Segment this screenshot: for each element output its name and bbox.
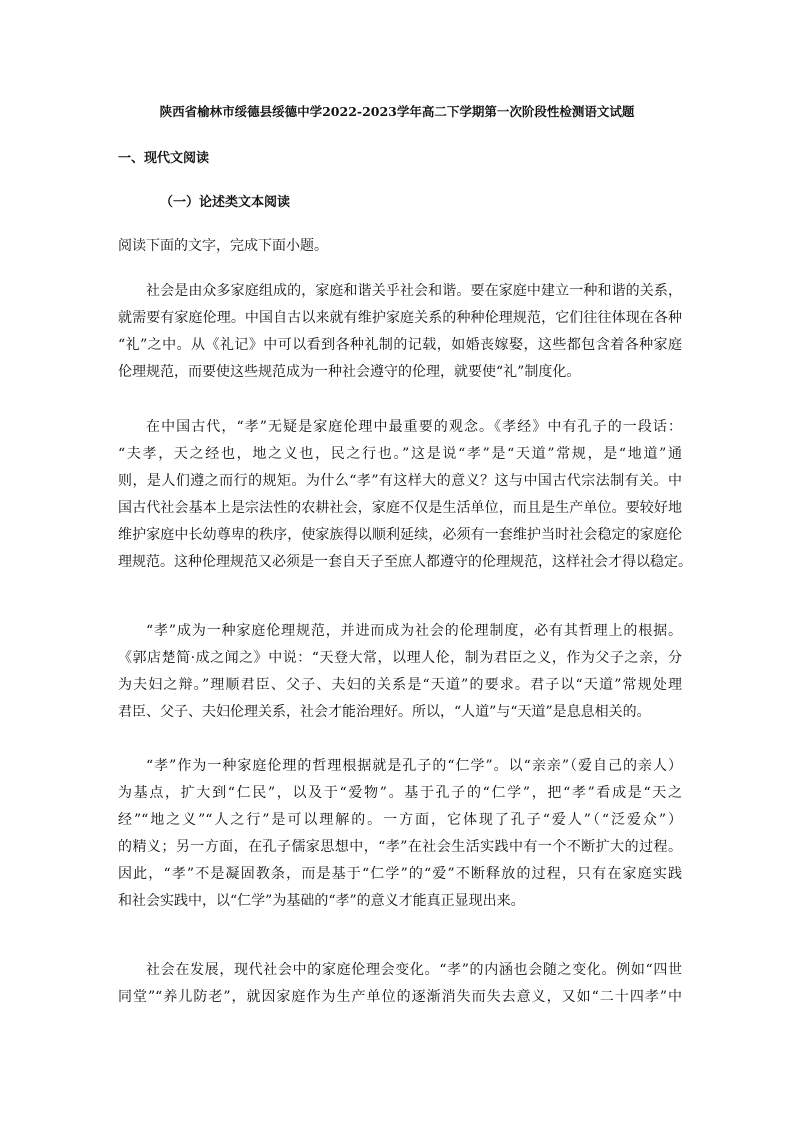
paragraph-line: 因此，“孝”不是凝固教条，而是基于“仁学”的“爱”不断释放的过程，只有在家庭实践 bbox=[118, 866, 682, 882]
subsection-heading: （一）论述类文本阅读 bbox=[160, 195, 291, 210]
paragraph-line: 在中国古代，“孝”无疑是家庭伦理中最重要的观念。《孝经》中有孔子的一段话： bbox=[146, 419, 682, 435]
paragraph-line: 经”“地之义”“人之行”是可以理解的。一方面，它体现了孔子“爱人”（“泛爱众”） bbox=[118, 812, 682, 828]
paragraph-line: 同堂”“养儿防老”，就因家庭作为生产单位的逐渐消失而失去意义，又如“二十四孝”中 bbox=[118, 989, 682, 1005]
paragraph-line: 社会在发展，现代社会中的家庭伦理会变化。“孝”的内涵也会随之变化。例如“四世 bbox=[146, 962, 682, 978]
paragraph-line: 为夫妇之辩。”理顺君臣、父子、夫妇的关系是“天道”的要求。君子以“天道”常规处理 bbox=[118, 677, 682, 693]
paragraph-2 bbox=[118, 414, 692, 576]
paragraph-line: “礼”之中。从《礼记》中可以看到各种礼制的记载，如婚丧嫁娶，这些都包含着各种家庭 bbox=[118, 337, 682, 353]
paragraph-line: 国古代社会基本上是宗法性的农耕社会，家庭不仅是生活单位，而且是生产单位。要较好地 bbox=[118, 500, 682, 516]
paragraph-1 bbox=[118, 278, 682, 386]
reading-instruction: 阅读下面的文字，完成下面小题。 bbox=[118, 238, 328, 254]
paragraph-line: “夫孝，天之经也，地之义也，民之行也。”这是说“孝”是“天道”常规，是“地道”通 bbox=[118, 446, 682, 462]
document-title: 陕西省榆林市绥德县绥德中学2022-2023学年高二下学期第一次阶段性检测语文试题 bbox=[159, 104, 635, 119]
paragraph-line: 的精义；另一方面，在孔子儒家思想中，“孝”在社会生活实践中有一个不断扩大的过程。 bbox=[118, 839, 682, 855]
paragraph-line: 和社会实践中，以“仁学”为基础的“孝”的意义才能真正显现出来。 bbox=[118, 893, 525, 909]
paragraph-3 bbox=[118, 618, 682, 726]
paragraph-line: 为基点，扩大到“仁民”，以及于“爱物”。基于孔子的“仁学”，把“孝”看成是“天之 bbox=[118, 785, 682, 801]
paragraph-line: 就需要有家庭伦理。中国自古以来就有维护家庭关系的种种伦理规范，它们往往体现在各种 bbox=[118, 310, 682, 326]
section-heading: 一、现代文阅读 bbox=[118, 151, 210, 166]
paragraph-5 bbox=[118, 957, 682, 1011]
paragraph-line: 则，是人们遵之而行的规矩。为什么“孝”有这样大的意义？这与中国古代宗法制有关。中 bbox=[118, 473, 682, 489]
paragraph-line: 君臣、父子、夫妇伦理关系，社会才能治理好。所以，“人道”与“天道”是息息相关的。 bbox=[118, 704, 651, 720]
paragraph-line: “孝”成为一种家庭伦理规范，并进而成为社会的伦理制度，必有其哲理上的根据。 bbox=[146, 623, 682, 639]
paragraph-line: 维护家庭中长幼尊卑的秩序，使家族得以顺利延续，必须有一套维护当时社会稳定的家庭伦 bbox=[118, 527, 682, 543]
paragraph-line: 《郭店楚简·成之闻之》中说：“天登大常，以理人伦，制为君臣之义，作为父子之亲，分 bbox=[118, 650, 682, 666]
paragraph-line: 社会是由众多家庭组成的，家庭和谐关乎社会和谐。要在家庭中建立一种和谐的关系， bbox=[146, 283, 682, 299]
paragraph-line: 伦理规范，而要使这些规范成为一种社会遵守的伦理，就要使“礼”制度化。 bbox=[118, 364, 581, 380]
paragraph-line: “孝”作为一种家庭伦理的哲理根据就是孔子的“仁学”。以“亲亲”（爱自己的亲人） bbox=[146, 758, 682, 774]
paragraph-line: 理规范。这种伦理规范又必须是一套自天子至庶人都遵守的伦理规范，这样社会才得以稳定。 bbox=[118, 554, 692, 570]
paragraph-4 bbox=[118, 753, 682, 915]
